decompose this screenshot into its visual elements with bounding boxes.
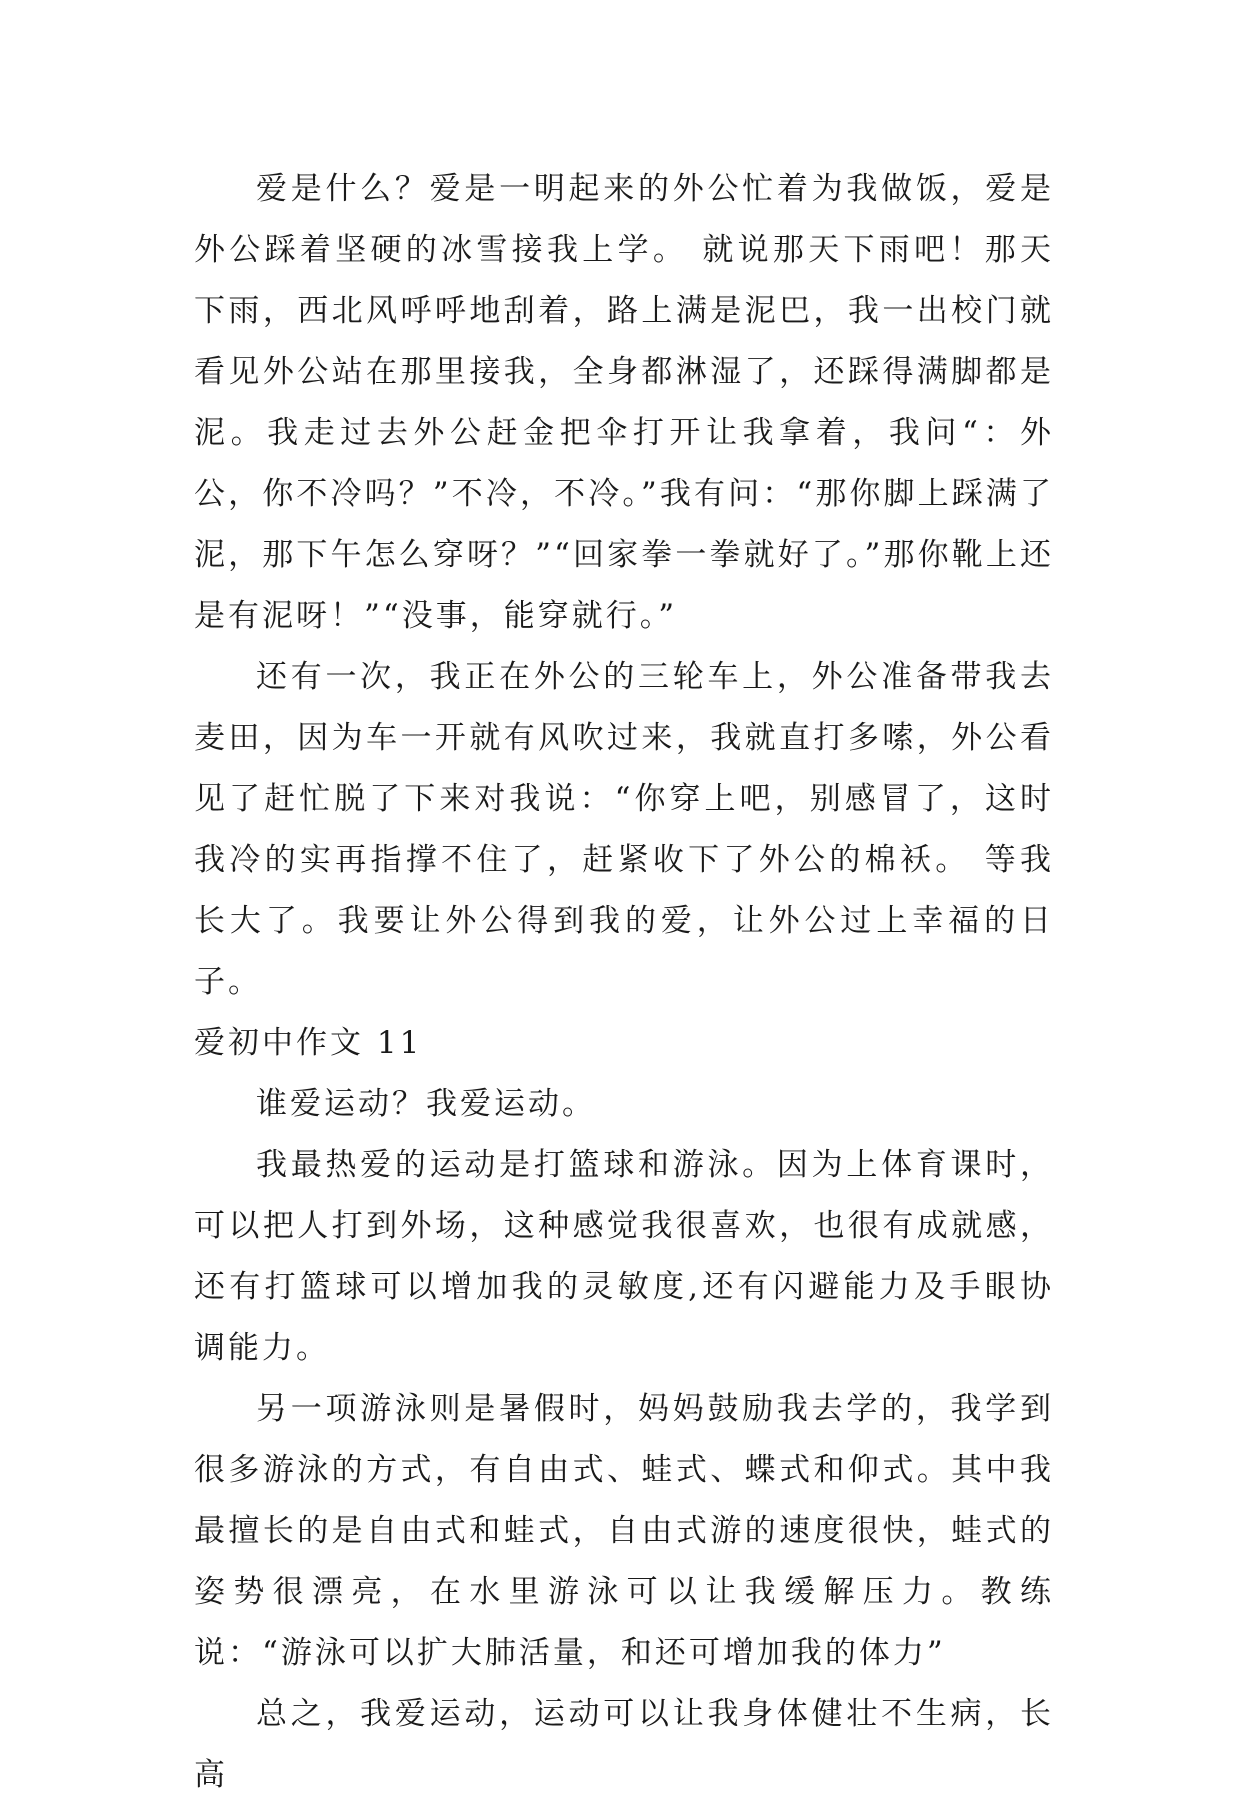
paragraph: 爱是什么？爱是一明起来的外公忙着为我做饭，爱是外公踩着坚硬的冰雪接我上学。 就说那天下雨吧！那天下雨，西北风呼呼地刮着，路上满是泥巴，我一出校门就看见外公站在那里接我，全身都淋湿了，还踩得满脚都是泥。我走过去外公赶金把伞打开让我拿着，我问“：外公，你不冷吗？”不冷，不冷。”我有问：“那你脚上踩满了泥，那下午怎么穿呀？”“回家拳一拳就好了。”那你靴上还是有泥呀！”“没事，能穿就行。” bbox=[194, 171, 1054, 634]
paragraph: 我最热爱的运动是打篮球和游泳。因为上体育课时，可以把人打到外场，这种感觉我很喜欢，也很有成就感，还有打篮球可以增加我的灵敏度,还有闪避能力及手眼协调能力。 bbox=[194, 1147, 1054, 1366]
paragraph: 谁爱运动？我爱运动。 bbox=[256, 1086, 596, 1122]
paragraph: 还有一次，我正在外公的三轮车上，外公准备带我去麦田，因为车一开就有风吹过来，我就直打多嗦，外公看见了赶忙脱了下来对我说：“你穿上吧，别感冒了，这时我冷的实再指撑不住了，赶紧收下了外公的棉袄。 等我长大了。我要让外公得到我的爱，让外公过上幸福的日子。 bbox=[194, 659, 1054, 1000]
paragraph: 另一项游泳则是暑假时，妈妈鼓励我去学的，我学到很多游泳的方式，有自由式、蛙式、蝶式和仰式。其中我最擅长的是自由式和蛙式，自由式游的速度很快，蛙式的姿势很漂亮，在水里游泳可以让我缓解压力。教练说：“游泳可以扩大肺活量，和还可增加我的体力” bbox=[194, 1391, 1054, 1671]
document-body bbox=[194, 159, 1054, 1806]
section-heading: 爱初中作文 11 bbox=[194, 1025, 423, 1061]
paragraph: 总之，我爱运动，运动可以让我身体健壮不生病，长高 bbox=[194, 1696, 1054, 1793]
